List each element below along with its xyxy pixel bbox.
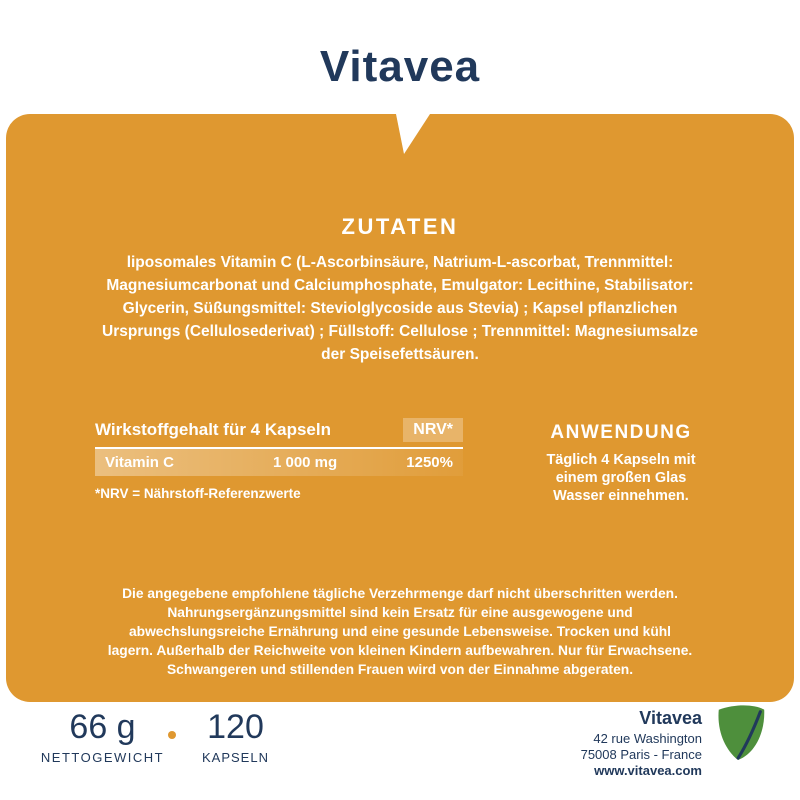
nrv-footnote: *NRV = Nährstoff-Referenzwerte <box>95 486 301 501</box>
vitavea-leaf-logo <box>712 700 770 764</box>
usage-line: Wasser einnehmen. <box>553 488 689 505</box>
usage-block <box>536 422 706 505</box>
address-brand-name: Vitavea <box>639 708 702 728</box>
usage-title: ANWENDUNG <box>550 422 692 443</box>
nutrient-name-cell: Vitamin C <box>105 454 174 471</box>
nrv-header-cell: NRV* <box>403 418 463 442</box>
address-block <box>480 708 702 780</box>
nutrition-table-header <box>95 418 463 449</box>
nutrition-table <box>95 418 463 501</box>
address-line-1: 42 rue Washington <box>593 731 702 746</box>
nutrition-table-title: Wirkstoffgehalt für 4 Kapseln <box>95 420 331 439</box>
usage-line: einem großen Glas <box>555 470 687 487</box>
nutrient-nrv-cell: 1250% <box>406 454 453 471</box>
dot-separator <box>168 731 176 739</box>
capsule-count: 120 <box>207 708 264 746</box>
warning-text: Die angegebene empfohlene tägliche Verzehrmenge darf nicht überschritten werden. Nahrungsergänzungsmittel sind kein Ersatz für eine ausgewogene und abwechslungsreiche Ernährung und eine gesunde Lebensweise. Trocken und kühl lagern. Außerhalb der Reichweite von kleinen Kindern aufbewahren. Nur für Erwachsene. Schwangeren und stillenden Frauen wird von der Einnahme abgeraten. <box>107 586 693 678</box>
nutrient-amount-cell: 1 000 mg <box>272 454 338 471</box>
website-url: www.vitavea.com <box>594 762 702 778</box>
capsule-label: KAPSELN <box>202 750 269 765</box>
usage-line: Täglich 4 Kapseln mit <box>546 452 696 468</box>
address-line-2: 75008 Paris - France <box>580 746 702 762</box>
ingredients-text: liposomales Vitamin C (L-Ascorbinsäure, Natrium-L-ascorbat, Trennmittel: Magnesiumcarbonat und Calciumphosphate, Emulgator: Lecithine, Stabilisator: Glycerin, Süßungsmittel: Steviolglycoside aus Stevia) ; Kapsel pflanzlichen Ursprungs (Cellulosederivat) ; Füllstoff: Cellulose ; Trennmittel: Magnesiumsalze der Speisefettsäuren. <box>102 254 698 363</box>
speech-bubble-tail <box>396 114 430 154</box>
net-weight-value: 66 g <box>69 708 136 746</box>
net-weight-label: NETTOGEWICHT <box>40 750 165 765</box>
ingredients-title: ZUTATEN <box>341 214 459 239</box>
brand-logo: Vitavea <box>319 42 481 91</box>
table-row <box>95 449 463 476</box>
